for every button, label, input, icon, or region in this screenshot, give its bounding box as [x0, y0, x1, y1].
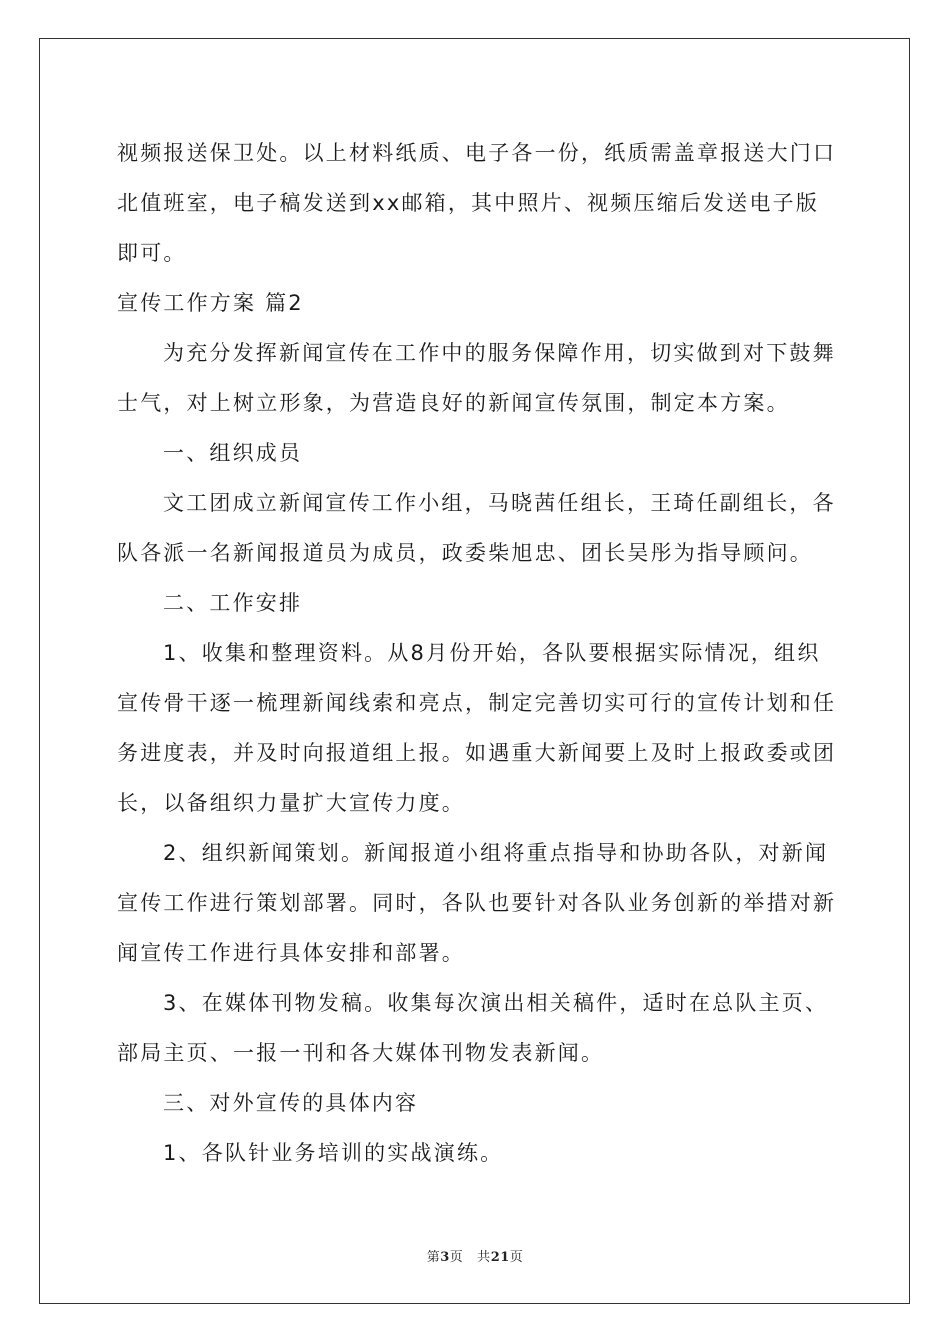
page-footer	[0, 1246, 950, 1265]
page-suffix: 页	[449, 1250, 464, 1265]
paragraph-publicity-item-1: 1、各队针业务培训的实战演练。	[163, 1141, 504, 1165]
heading-organization-members: 一、组织成员	[163, 441, 303, 465]
total-suffix: 页	[509, 1250, 524, 1265]
page-prefix: 第	[426, 1250, 441, 1265]
paragraph-item-3: 3、在媒体刊物发稿。收集每次演出相关稿件，适时在总队主页、部局主页、一报一刊和各大媒体刊物发表新闻。	[117, 991, 829, 1065]
document-body	[117, 128, 837, 1178]
paragraph-item-1: 1、收集和整理资料。从8月份开始，各队要根据实际情况，组织宣传骨干逐一梳理新闻线索和亮点，制定完善切实可行的宣传计划和任务进度表，并及时向报道组上报。如遇重大新闻要上及时上报政委或团长，以备组织力量扩大宣传力度。	[117, 641, 837, 815]
total-prefix: 共	[477, 1250, 491, 1265]
paragraph-intro: 为充分发挥新闻宣传在工作中的服务保障作用，切实做到对下鼓舞士气，对上树立形象，为营造良好的新闻宣传氛围，制定本方案。	[117, 341, 836, 415]
heading-external-publicity: 三、对外宣传的具体内容	[163, 1091, 419, 1115]
heading-work-arrangement: 二、工作安排	[163, 591, 303, 615]
paragraph-item-2: 2、组织新闻策划。新闻报道小组将重点指导和协助各队，对新闻宣传工作进行策划部署。同时，各队也要针对各队业务创新的举措对新闻宣传工作进行具体安排和部署。	[117, 841, 837, 965]
total-pages: 21	[490, 1250, 510, 1265]
paragraph-1: 视频报送保卫处。以上材料纸质、电子各一份，纸质需盖章报送大门口北值班室，电子稿发送到xx邮箱，其中照片、视频压缩后发送电子版即可。	[117, 141, 837, 265]
paragraph-members: 文工团成立新闻宣传工作小组，马晓茜任组长，王琦任副组长，各队各派一名新闻报道员为成员，政委柴旭忠、团长吴彤为指导顾问。	[117, 491, 836, 565]
page-number: 3	[440, 1250, 450, 1265]
section-title: 宣传工作方案 篇2	[117, 291, 304, 315]
